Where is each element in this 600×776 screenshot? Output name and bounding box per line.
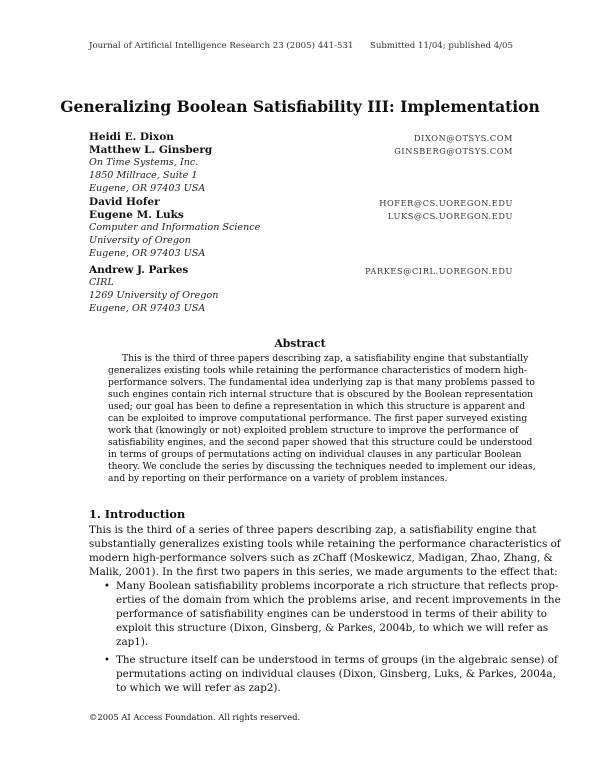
author-name: David Hofer xyxy=(89,196,160,208)
affiliation-line: CIRL xyxy=(89,277,114,288)
paragraph-line: modern high-performance solvers such as zChaff (Moskewicz, Madigan, Zhao, Zhang, & xyxy=(89,552,553,564)
paragraph-line: substantially generalizes existing tools while retaining the performance characteristics of xyxy=(89,538,561,550)
abstract-line: such engines contain rich internal structure that is obscured by the Boolean representation xyxy=(108,390,533,400)
bullet-icon: • xyxy=(104,581,110,592)
section-heading: 1. Introduction xyxy=(89,507,186,521)
author-name: Andrew J. Parkes xyxy=(89,264,189,276)
author-name: Matthew L. Ginsberg xyxy=(89,144,213,156)
abstract-line: and by reporting on their performance on a variety of problem instances. xyxy=(108,474,448,484)
author-name: Heidi E. Dixon xyxy=(89,131,174,143)
abstract-line: work that (knowingly or not) exploited problem structure to improve the performance of xyxy=(108,426,519,436)
affiliation-line: 1850 Millrace, Suite 1 xyxy=(89,170,198,181)
affiliation-line: 1269 University of Oregon xyxy=(89,290,219,301)
affiliation-line: Eugene, OR 97403 USA xyxy=(89,248,206,259)
affiliation-line: Eugene, OR 97403 USA xyxy=(89,303,206,314)
bullet-line: performance of satisfiability engines can be understood in terms of their ability to xyxy=(116,608,547,620)
journal-header: Journal of Artificial Intelligence Research 23 (2005) 441-531 xyxy=(89,41,354,51)
bullet-icon: • xyxy=(104,655,110,666)
abstract-line: performance solvers. The fundamental idea underlying zap is that many problems passed to xyxy=(108,378,535,388)
abstract-line: theory. We conclude the series by discussing the techniques needed to implement our ideas, xyxy=(108,462,536,472)
abstract-line: can be exploited to improve computational performance. The first paper surveyed existing xyxy=(108,414,528,424)
bullet-line: zap1). xyxy=(116,636,149,648)
author-email: LUKS@CS.UOREGON.EDU xyxy=(387,211,513,221)
bullet-line: Many Boolean satisfiability problems incorporate a rich structure that reflects prop- xyxy=(116,580,559,592)
bullet-line: The structure itself can be understood in terms of groups (in the algebraic sense) of xyxy=(116,654,558,666)
affiliation-line: Computer and Information Science xyxy=(89,222,261,233)
author-name: Eugene M. Luks xyxy=(89,209,184,221)
affiliation-line: On Time Systems, Inc. xyxy=(89,157,199,168)
submission-dates: Submitted 11/04; published 4/05 xyxy=(369,41,513,51)
abstract-line: generalizes existing tools while retaining the performance characteristics of modern high- xyxy=(108,366,528,376)
paragraph-line: This is the third of a series of three papers describing zap, a satisfiability engine that xyxy=(89,524,537,536)
copyright-notice: ©2005 AI Access Foundation. All rights reserved. xyxy=(89,712,301,722)
author-email: PARKES@CIRL.UOREGON.EDU xyxy=(365,266,513,276)
abstract-line: This is the third of three papers describing zap, a satisfiability engine that substantially xyxy=(122,354,529,364)
author-email: DIXON@OTSYS.COM xyxy=(413,133,513,143)
abstract-line: in terms of groups of permutations acting on individual clauses in any particular Boolean xyxy=(108,450,522,460)
bullet-line: erties of the domain from which the problems arise, and recent improvements in the xyxy=(116,594,561,606)
affiliation-line: Eugene, OR 97403 USA xyxy=(89,183,206,194)
author-email: GINSBERG@OTSYS.COM xyxy=(394,146,513,156)
bullet-line: to which we will refer as zap2). xyxy=(116,682,281,694)
paragraph-line: Malik, 2001). In the first two papers in this series, we made arguments to the effect that: xyxy=(89,566,558,578)
abstract-line: used; our goal has been to define a representation in which this structure is apparent and xyxy=(108,402,526,412)
abstract-heading: Abstract xyxy=(274,337,326,350)
paper-title: Generalizing Boolean Satisfiability III: Implementation xyxy=(60,97,540,116)
author-email: HOFER@CS.UOREGON.EDU xyxy=(379,198,513,208)
affiliation-line: University of Oregon xyxy=(89,235,191,246)
bullet-line: exploit this structure (Dixon, Ginsberg, & Parkes, 2004b, to which we will refer as xyxy=(116,622,549,634)
bullet-line: permutations acting on individual clauses (Dixon, Ginsberg, Luks, & Parkes, 2004a, xyxy=(116,668,556,680)
abstract-line: satisfiability engines, and the second paper showed that this structure could be understood xyxy=(108,438,533,448)
